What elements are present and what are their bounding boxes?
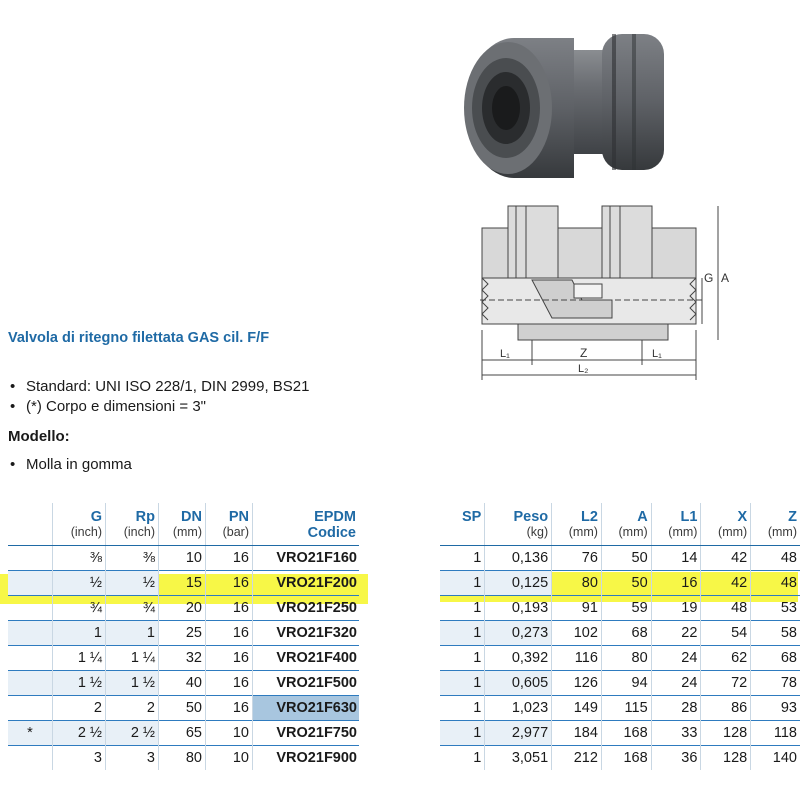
cell: 59 (601, 596, 651, 621)
list-item: • (*) Corpo e dimensioni = 3" (8, 397, 310, 417)
cell-pn: 16 (206, 621, 253, 646)
cell: 102 (552, 621, 602, 646)
cell-pn: 16 (206, 596, 253, 621)
col-header-l2: L2 (552, 503, 602, 525)
cell-rp: 2 ½ (106, 721, 159, 746)
cell: 68 (751, 646, 800, 671)
label-g: G (704, 271, 714, 285)
cell: 62 (701, 646, 751, 671)
col-header-peso: Peso (485, 503, 552, 525)
cell-code: VRO21F750 (253, 721, 360, 746)
cell-note (8, 546, 53, 571)
cell-g: ¾ (53, 596, 106, 621)
cell: 1 (440, 646, 485, 671)
cell: 76 (552, 546, 602, 571)
cell-code: VRO21F500 (253, 671, 360, 696)
list-item: • Standard: UNI ISO 228/1, DIN 2999, BS21 (8, 377, 310, 397)
cell: 1 (440, 671, 485, 696)
cell: 1 (440, 696, 485, 721)
cell: 16 (651, 571, 701, 596)
cell-dn: 15 (159, 571, 206, 596)
cell-g: 1 ¼ (53, 646, 106, 671)
cell: 2,977 (485, 721, 552, 746)
unit-label: (mm) (601, 525, 651, 546)
table-row (8, 671, 359, 696)
cell: 168 (601, 721, 651, 746)
table-row (440, 721, 800, 746)
label-a: A (721, 271, 730, 285)
cell: 118 (751, 721, 800, 746)
cell: 1,023 (485, 696, 552, 721)
cell: 1 (440, 746, 485, 771)
cell: 116 (552, 646, 602, 671)
cell: 48 (751, 571, 800, 596)
cell: 1 (440, 596, 485, 621)
cell-pn: 10 (206, 721, 253, 746)
cell: 149 (552, 696, 602, 721)
col-header-z: Z (751, 503, 800, 525)
unit-label: (inch) (106, 525, 159, 546)
unit-label: (bar) (206, 525, 253, 546)
col-header-l1: L1 (651, 503, 701, 525)
col-header-dn: DN (159, 503, 206, 525)
cell: 53 (751, 596, 800, 621)
cell-note (8, 596, 53, 621)
model-list (8, 455, 132, 475)
table-row (440, 671, 800, 696)
cell-note (8, 571, 53, 596)
cell: 33 (651, 721, 701, 746)
cell-code: VRO21F900 (253, 746, 360, 771)
cell: 128 (701, 721, 751, 746)
cell: 184 (552, 721, 602, 746)
cell-code: VRO21F630 (253, 696, 360, 721)
cell: 91 (552, 596, 602, 621)
cell: 78 (751, 671, 800, 696)
cell: 68 (601, 621, 651, 646)
col-header-sp: SP (461, 509, 482, 525)
cell-pn: 16 (206, 696, 253, 721)
cell-rp: ⅜ (106, 546, 159, 571)
table-row (440, 746, 800, 771)
unit-label: (kg) (485, 525, 552, 546)
cell: 19 (651, 596, 701, 621)
table-row (8, 746, 359, 771)
table-row (8, 646, 359, 671)
cell: 126 (552, 671, 602, 696)
cell: 1 (440, 571, 485, 596)
cell-note (8, 646, 53, 671)
cell-rp: ½ (106, 571, 159, 596)
cell-note (8, 621, 53, 646)
table-row (8, 721, 359, 746)
table-row (440, 596, 800, 621)
table-row (8, 546, 359, 571)
spec-table-left (8, 503, 359, 770)
label-l1-right: L₁ (652, 348, 662, 360)
cell-code: VRO21F200 (253, 571, 360, 596)
cell-rp: 1 ½ (106, 671, 159, 696)
cell-g: ½ (53, 571, 106, 596)
cell-note: * (8, 721, 53, 746)
cell: 36 (651, 746, 701, 771)
cell-rp: 2 (106, 696, 159, 721)
cell: 24 (651, 646, 701, 671)
cell: 50 (601, 546, 651, 571)
product-title: Valvola di ritegno filettata GAS cil. F/F (8, 330, 270, 346)
cell: 3,051 (485, 746, 552, 771)
cell-pn: 16 (206, 546, 253, 571)
cell-g: 3 (53, 746, 106, 771)
unit-label (440, 525, 485, 546)
table-row (440, 546, 800, 571)
cell: 212 (552, 746, 602, 771)
cell-g: 1 (53, 621, 106, 646)
cell-rp: 1 ¼ (106, 646, 159, 671)
col-header-g: G (53, 503, 106, 525)
cell: 42 (701, 546, 751, 571)
unit-label-code: Codice (253, 525, 360, 546)
cell-dn: 32 (159, 646, 206, 671)
cell-note (8, 671, 53, 696)
col-header-epdm: EPDM (253, 503, 360, 525)
cell: 1 (440, 721, 485, 746)
table-row (8, 621, 359, 646)
cell-pn: 10 (206, 746, 253, 771)
cell: 115 (601, 696, 651, 721)
cell: 80 (601, 646, 651, 671)
cell-note (8, 746, 53, 771)
cell: 0,125 (485, 571, 552, 596)
cell: 93 (751, 696, 800, 721)
cell-pn: 16 (206, 571, 253, 596)
cell-g: 2 (53, 696, 106, 721)
table-row (8, 571, 359, 596)
cell-dn: 10 (159, 546, 206, 571)
technical-drawing (462, 200, 742, 390)
col-header-x: X (701, 503, 751, 525)
cell-g: ⅜ (53, 546, 106, 571)
table-row (440, 696, 800, 721)
cell: 54 (701, 621, 751, 646)
cell-code: VRO21F400 (253, 646, 360, 671)
cell-dn: 50 (159, 696, 206, 721)
model-heading: Modello: (8, 428, 70, 445)
cell: 86 (701, 696, 751, 721)
unit-label: (inch) (53, 525, 106, 546)
cell-dn: 20 (159, 596, 206, 621)
unit-label: (mm) (159, 525, 206, 546)
cell-pn: 16 (206, 646, 253, 671)
table-row (440, 621, 800, 646)
unit-label: (mm) (651, 525, 701, 546)
cell: 140 (751, 746, 800, 771)
col-header-pn: PN (206, 503, 253, 525)
cell: 168 (601, 746, 651, 771)
table-row (440, 571, 800, 596)
cell: 72 (701, 671, 751, 696)
cell: 42 (701, 571, 751, 596)
col-header (8, 503, 53, 525)
cell-g: 1 ½ (53, 671, 106, 696)
label-z: Z (580, 346, 588, 360)
cell-dn: 25 (159, 621, 206, 646)
product-photo (462, 20, 672, 196)
cell: 128 (701, 746, 751, 771)
unit-label: (mm) (751, 525, 800, 546)
cell: 48 (751, 546, 800, 571)
cell: 1 (440, 621, 485, 646)
cell: 50 (601, 571, 651, 596)
cell: 0,605 (485, 671, 552, 696)
cell-pn: 16 (206, 671, 253, 696)
table-row (8, 596, 359, 621)
cell-note (8, 696, 53, 721)
spec-table-right (440, 503, 800, 770)
cell: 0,392 (485, 646, 552, 671)
cell-code: VRO21F250 (253, 596, 360, 621)
unit-label: (mm) (552, 525, 602, 546)
cell-dn: 80 (159, 746, 206, 771)
cell-code: VRO21F320 (253, 621, 360, 646)
cell-g: 2 ½ (53, 721, 106, 746)
cell: 22 (651, 621, 701, 646)
cell-dn: 65 (159, 721, 206, 746)
cell: 24 (651, 671, 701, 696)
cell: 58 (751, 621, 800, 646)
label-l1-left: L₁ (500, 348, 510, 360)
cell-rp: ¾ (106, 596, 159, 621)
cell: 0,136 (485, 546, 552, 571)
unit-label: (mm) (701, 525, 751, 546)
cell: 28 (651, 696, 701, 721)
unit-label (8, 525, 53, 546)
cell: 14 (651, 546, 701, 571)
cell-code: VRO21F160 (253, 546, 360, 571)
list-item: • Molla in gomma (8, 455, 132, 475)
col-header-rp: Rp (106, 503, 159, 525)
cell: 80 (552, 571, 602, 596)
table-row (440, 646, 800, 671)
cell: 0,193 (485, 596, 552, 621)
cell: 0,273 (485, 621, 552, 646)
cell-dn: 40 (159, 671, 206, 696)
table-row (8, 696, 359, 721)
standards-list (8, 377, 310, 417)
cell-rp: 3 (106, 746, 159, 771)
cell-rp: 1 (106, 621, 159, 646)
cell: 48 (701, 596, 751, 621)
label-l2: L₂ (578, 363, 589, 375)
cell: 1 (440, 546, 485, 571)
col-header-a: A (601, 503, 651, 525)
cell: 94 (601, 671, 651, 696)
